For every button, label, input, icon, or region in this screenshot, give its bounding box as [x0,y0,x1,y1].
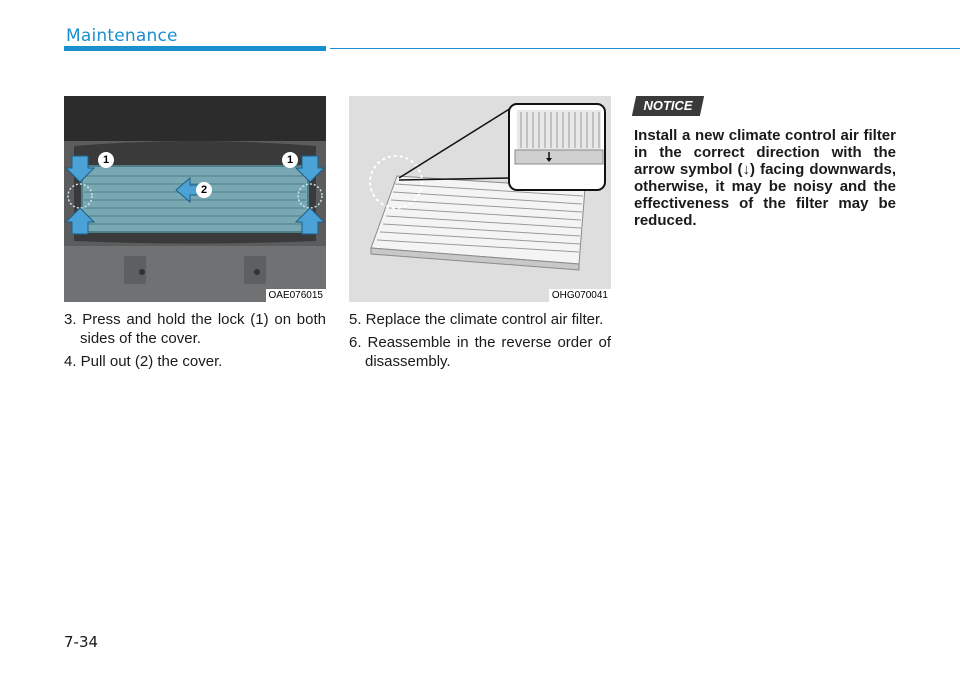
step-6: 6. Reassemble in the reverse order of disassembly. [349,334,611,370]
callout-2: 2 [196,182,212,198]
notice-text: Install a new climate control air filter in the correct direction with the arrow symbol (↓) facing downwards, otherwise, it may be noisy and the effectiveness of the filter may be reduced. [634,127,896,229]
figure-cover-removal [64,96,326,302]
figure-air-filter [349,96,611,302]
step-5: 5. Replace the climate control air filter. [349,311,604,328]
cover-illustration [64,96,326,302]
header-rule-thick [64,46,326,51]
notice-label: NOTICE [643,98,693,113]
step-3: 3. Press and hold the lock (1) on both sides of the cover. [64,311,326,347]
callout-1-right: 1 [282,152,298,168]
steps-column-middle [349,310,611,375]
section-title: Maintenance [66,26,178,46]
callout-1-left: 1 [98,152,114,168]
figure-code: OHG070041 [549,289,611,302]
figure-code: OAE076015 [266,289,327,302]
page-number: 7-34 [64,633,99,651]
header-rule-thin [330,48,960,49]
step-4: 4. Pull out (2) the cover. [64,353,223,370]
air-filter-illustration [349,96,611,302]
steps-column-left [64,310,326,375]
